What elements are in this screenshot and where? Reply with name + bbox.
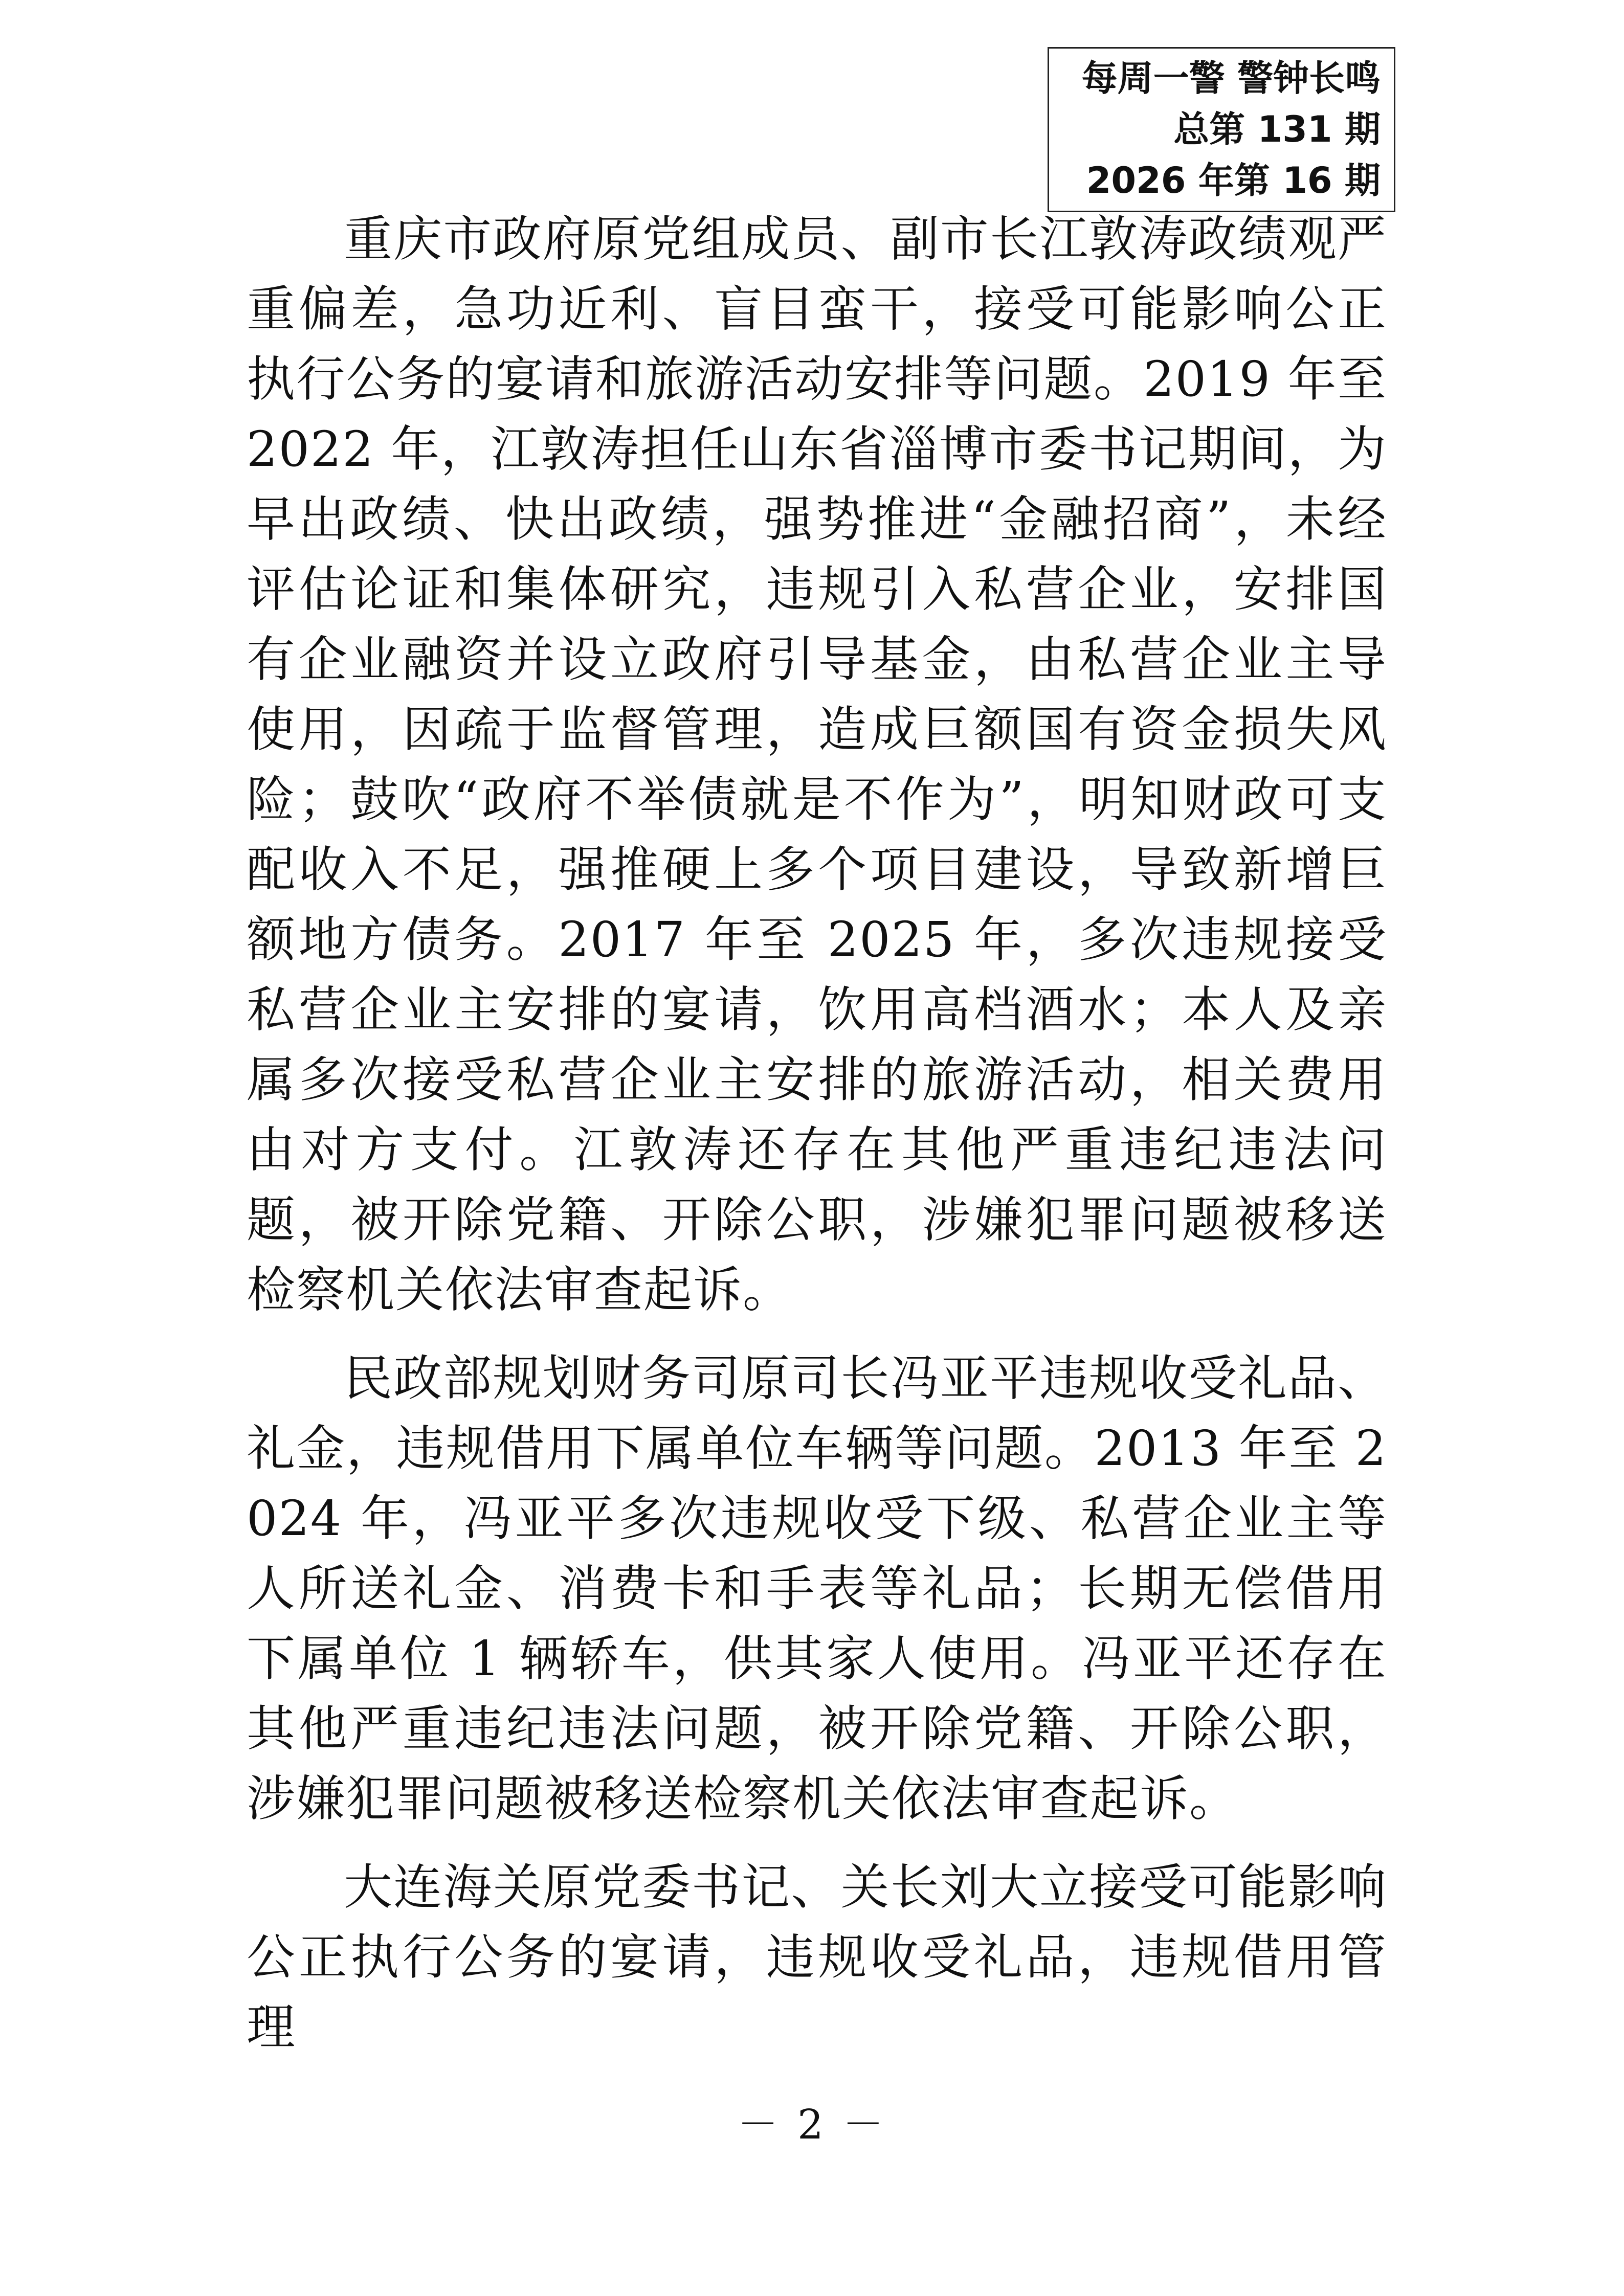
- paragraph-jiang-duntao: 重庆市政府原党组成员、副市长江敦涛政绩观严重偏差，急功近利、盲目蛮干，接受可能影响公正执行公务的宴请和旅游活动安排等问题。2019 年至 2022 年，江敦涛担任山东省淄博市委书记期间，为早出政绩、快出政绩，强势推进“金融招商”，未经评估论证和集体研究，违规引入私营企业，安排国有企业融资并设立政府引导基金，由私营企业主导使用，因疏于监督管理，造成巨额国有资金损失风险；鼓吹“政府不举债就是不作为”，明知财政可支配收入不足，强推硬上多个项目建设，导致新增巨额地方债务。2017 年至 2025 年，多次违规接受私营企业主安排的宴请，饮用高档酒水；本人及亲属多次接受私营企业主安排的旅游活动，相关费用由对方支付。江敦涛还存在其他严重违纪违法问题，被开除党籍、开除公职，涉嫌犯罪问题被移送检察机关依法审查起诉。: [247, 211, 1387, 1318]
- paragraph-liu-dali: 大连海关原党委书记、关长刘大立接受可能影响公正执行公务的宴请，违规收受礼品，违规借用管理: [247, 1859, 1387, 2056]
- issue-header-box: [1048, 47, 1395, 212]
- paragraph-feng-yaping: 民政部规划财务司原司长冯亚平违规收受礼品、礼金，违规借用下属单位车辆等问题。2013 年至 2024 年，冯亚平多次违规收受下级、私营企业主等人所送礼金、消费卡和手表等礼品；长期无偿借用下属单位 1 辆轿车，供其家人使用。冯亚平还存在其他严重违纪违法问题，被开除党籍、开除公职，涉嫌犯罪问题被移送检察机关依法审查起诉。: [247, 1350, 1387, 1827]
- document-body: [247, 205, 1387, 2063]
- series-title: 每周一警 警钟长鸣: [1081, 57, 1381, 99]
- total-issue-number: 总第 131 期: [1173, 108, 1381, 150]
- page-number: － 2 －: [737, 2101, 887, 2148]
- issue-number: 2026 年第 16 期: [1086, 160, 1381, 201]
